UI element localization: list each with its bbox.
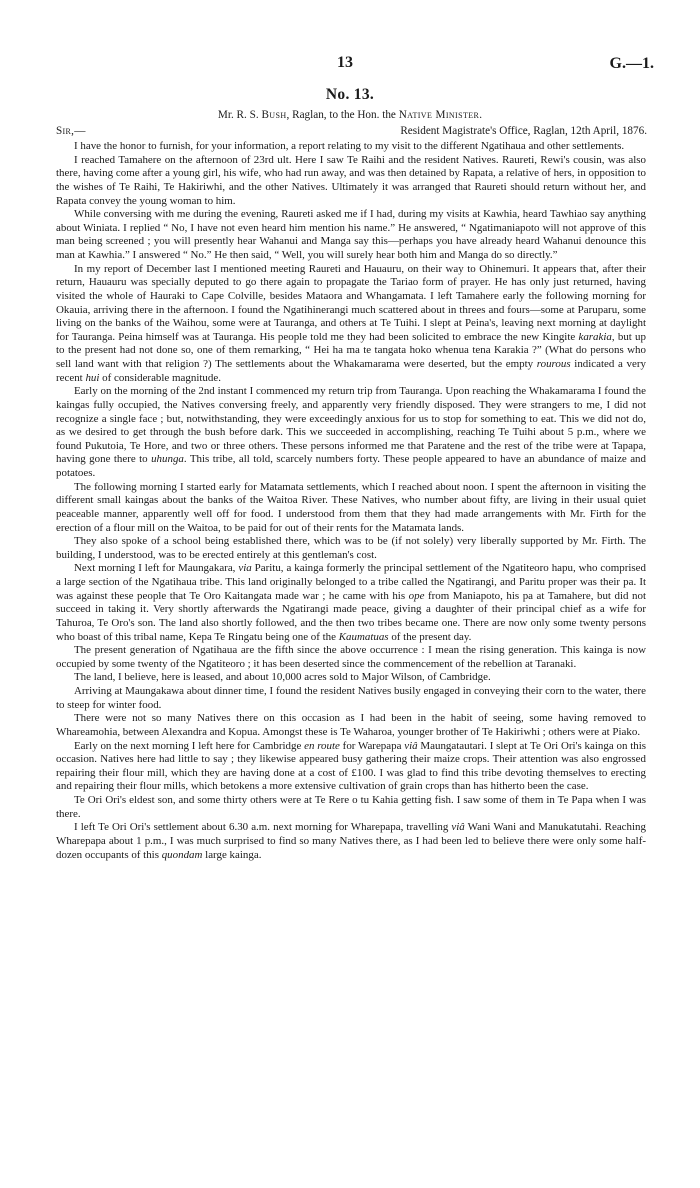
- document-reference: G.—1.: [609, 55, 654, 72]
- body-paragraph: [56, 535, 646, 562]
- body-paragraph: [56, 712, 646, 739]
- body-paragraph: [56, 685, 646, 712]
- body-paragraph: [56, 263, 646, 386]
- paragraph-text: The present generation of Ngatihaua are the fifth since the above occurrence : I mean the rising generation. This kainga is now occupied by some twenty of the Ngatiteoro ; it has been deserted since the commencement of the rebellion at Taranaki.: [56, 644, 646, 670]
- italic-term: uhunga: [151, 453, 184, 466]
- body-paragraph: [56, 140, 646, 154]
- paragraph-text: large kainga.: [202, 848, 262, 861]
- italic-term: en route: [304, 739, 340, 752]
- paragraph-text: I left Te Ori Ori's settlement about 6.30 a.m. next morning for Wharepapa, travelling: [74, 821, 452, 834]
- body-paragraph: [56, 644, 646, 671]
- salutation: Sir,—: [56, 125, 86, 137]
- paragraph-text: , but up to the present had not done so, one of them remarking, “ Hei ha ma te tangata hoko whenua tena Karakia ?” (What do persons who sell land want with that religion ?) The settlements about the Whakamarama were deserted, but the empty: [56, 330, 646, 370]
- paragraph-text: There were not so many Natives there on this occasion as I had been in the habit of seeing, some having removed to Whareamohia, between Alexandra and Kopua. Amongst these is Te Waharoa, younger brother of Te Hakiriwhi ; others were at Piako.: [56, 712, 646, 738]
- letter-number: No. 13.: [325, 86, 375, 103]
- italic-term: ope: [408, 589, 425, 602]
- sender-address-date: Resident Magistrate's Office, Raglan, 12th April, 1876.: [400, 125, 647, 137]
- italic-term: via: [238, 562, 252, 575]
- paragraph-text: . This tribe, all told, scarcely numbers forty. These people appeared to have an abundance of maize and potatoes.: [56, 453, 646, 479]
- paragraph-text: I have the honor to furnish, for your information, a report relating to my visit to the different Ngatihaua and other settlements.: [74, 140, 625, 152]
- paragraph-text: Paritu, a kainga formerly the principal settlement of the Ngatiteoro hapu, who comprised a large section of the Ngatihaua tribe. This land originally belonged to a tribe called the Ngatirangi, and Paritu proper was their pa. It was against these people that Te Oro Kaitangata made war ; he came with his: [56, 562, 646, 602]
- heading-to-title: Native Minister: [398, 109, 480, 121]
- body-paragraph: [56, 740, 646, 795]
- paragraph-text: Early on the morning of the 2nd instant I commenced my return trip from Tauranga. Upon reaching the Whakamarama I found the kaingas fully occupied, the Natives conversing freely, and apparently very friendly disposed. They were strangers to me, I did not recognize a single face ; but, notwithstanding, they were exceedingly anxious for us to stop for something to eat. This we did not do, as we desired to get through the bush before dark. This we succeeded in accomplishing, reaching Te Tuihi about 5 p.m., where we found Pukutoia, Te Hore, and two or three others. These persons informed me that Paratene and the rest of the tribe were at Tapapa, having gone there to: [56, 385, 646, 466]
- paragraph-text: of the present day.: [388, 630, 472, 643]
- italic-term: quondam: [161, 848, 203, 861]
- italic-term: Kaumatuas: [338, 630, 389, 643]
- paragraph-text: Wani Wani and Manukatutahi. Reaching Wharepapa about 1 p.m., I was much surprised to find so many Natives there, as I had been led to believe there were only some half-dozen occupants of this: [56, 821, 646, 861]
- paragraph-text: for Warepapa: [339, 739, 405, 752]
- body-paragraph: [56, 481, 646, 536]
- body-paragraph: [56, 208, 646, 263]
- paragraph-text: Next morning I left for Maungakara,: [74, 562, 239, 575]
- letter-body: [56, 140, 646, 862]
- page-number: 13: [337, 54, 353, 71]
- paragraph-text: In my report of December last I mentioned meeting Raureti and Hauauru, on their way to Ohinemuri. It appears that, after their return, Hauauru was specially deputed to go there again to propagate the Tariao form of prayer. He has only just returned, having visited the whole of Hauraki to Cape Colville, besides Mataora and Whangamata. I left Tamahere early the following morning for Okauia, arriving there in the afternoon. I found the Ngatihinerangi much scattered about in threes and fours—some at Paruparu, some living on the banks of the Waihou, some were at Tauranga, and others at Te Tuihi. I slept at Peina's, leaving next morning at daylight for Tauranga. Peina himself was at Tauranga. His people told me they had been solicited to embrace the new Kingite: [56, 262, 646, 343]
- heading-end: .: [479, 109, 483, 121]
- paragraph-text: I reached Tamahere on the afternoon of 23rd ult. Here I saw Te Raihi and the resident Natives. Raureti, Rewi's cousin, was also there, having come after a young girl, his wife, who had run away, and was then detained by Rapata, a relative of hers, in opposition to the wishes of Te Raihi, Te Hakiriwhi, and the other Natives. Ultimately it was arranged that Raureti should return without her, and Rapata convey the young woman to him.: [56, 153, 646, 207]
- paragraph-text: indicated a very recent: [56, 358, 646, 384]
- paragraph-text: Early on the next morning I left here for Cambridge: [74, 739, 305, 752]
- italic-term: viâ: [451, 821, 465, 834]
- heading-from-surname: Bush: [261, 109, 287, 121]
- paragraph-text: from Maniapoto, his pa at Tamahere, but did not succeed in taking it. Very shortly afterwards the Ngatirangi made peace, giving a daughter of their principal chief as a wife for Tahuroa, Te Oro's son. The land also shortly followed, and the then two tribes became one. There are now only some twenty persons who boast of this tribal name, Kepa Te Ringatu being one of the: [56, 589, 646, 643]
- body-paragraph: [56, 385, 646, 480]
- paragraph-text: The land, I believe, here is leased, and about 10,000 acres sold to Major Wilson, of Cambridge.: [74, 671, 491, 684]
- letter-heading: [0, 109, 700, 121]
- italic-term: rourous: [536, 358, 571, 370]
- paragraph-text: of considerable magnitude.: [99, 371, 221, 384]
- body-paragraph: [56, 671, 646, 685]
- paragraph-text: Arriving at Maungakawa about dinner time, I found the resident Natives busily engaged in conveying their corn to the water, there to steep for winter food.: [56, 685, 646, 711]
- body-paragraph: [56, 154, 646, 209]
- paragraph-text: They also spoke of a school being established there, which was to be (if not solely) very liberally supported by Mr. Firth. The building, I understood, was to be erected entirely at this gentleman's cost.: [56, 535, 646, 561]
- italic-term: hui: [85, 371, 100, 384]
- italic-term: viâ: [404, 739, 418, 752]
- body-paragraph: [56, 562, 646, 644]
- paragraph-text: While conversing with me during the evening, Raureti asked me if I had, during my visits at Kawhia, heard Tawhiao say anything about Winiata. I replied “ No, I have not even heard him mention his name.” He answered, “ Ngatimaniapoto will not approve of this man being screened ; you will presently hear Wahanui and Manga say this—perhaps you have already heard Wahanui denounce this man at Kawhia.” I answered “ No.” He then said, “ Well, you will surely hear both him and Manga do so directly.”: [56, 208, 646, 261]
- heading-middle: , Raglan, to the Hon. the: [286, 109, 399, 121]
- paragraph-text: Te Ori Ori's eldest son, and some thirty others were at Te Rere o tu Kahia getting fish. I saw some of them in Te Papa when I was there.: [56, 794, 646, 820]
- paragraph-text: Maungatautari. I slept at Te Ori Ori's kainga on this occasion. Natives here had little to say ; they likewise appeared busy gathering their maize crops. Their attention was also engrossed repairing their flour mill, which they are having done at a cost of £100. I was glad to find this tribe devoting themselves to erecting and repairing their flour mills, which betokens a more extensive cultivation of grain crops than has hitherto been the case.: [56, 739, 646, 793]
- body-paragraph: [56, 821, 646, 862]
- heading-from-prefix: Mr. R. S.: [217, 109, 262, 121]
- italic-term: karakia: [578, 330, 612, 343]
- body-paragraph: [56, 794, 646, 821]
- paragraph-text: The following morning I started early for Matamata settlements, which I reached about noon. I spent the afternoon in visiting the different small kaingas about the banks of the Waitoa River. These Natives, who number about fifty, are living in their usual quiet peaceable manner, apparently well off for food. I understood from them that they had made arrangements with Mr. Firth for the erection of a flour mill on the Waitoa, to be paid for out of their rents for the Matamata lands.: [56, 480, 646, 534]
